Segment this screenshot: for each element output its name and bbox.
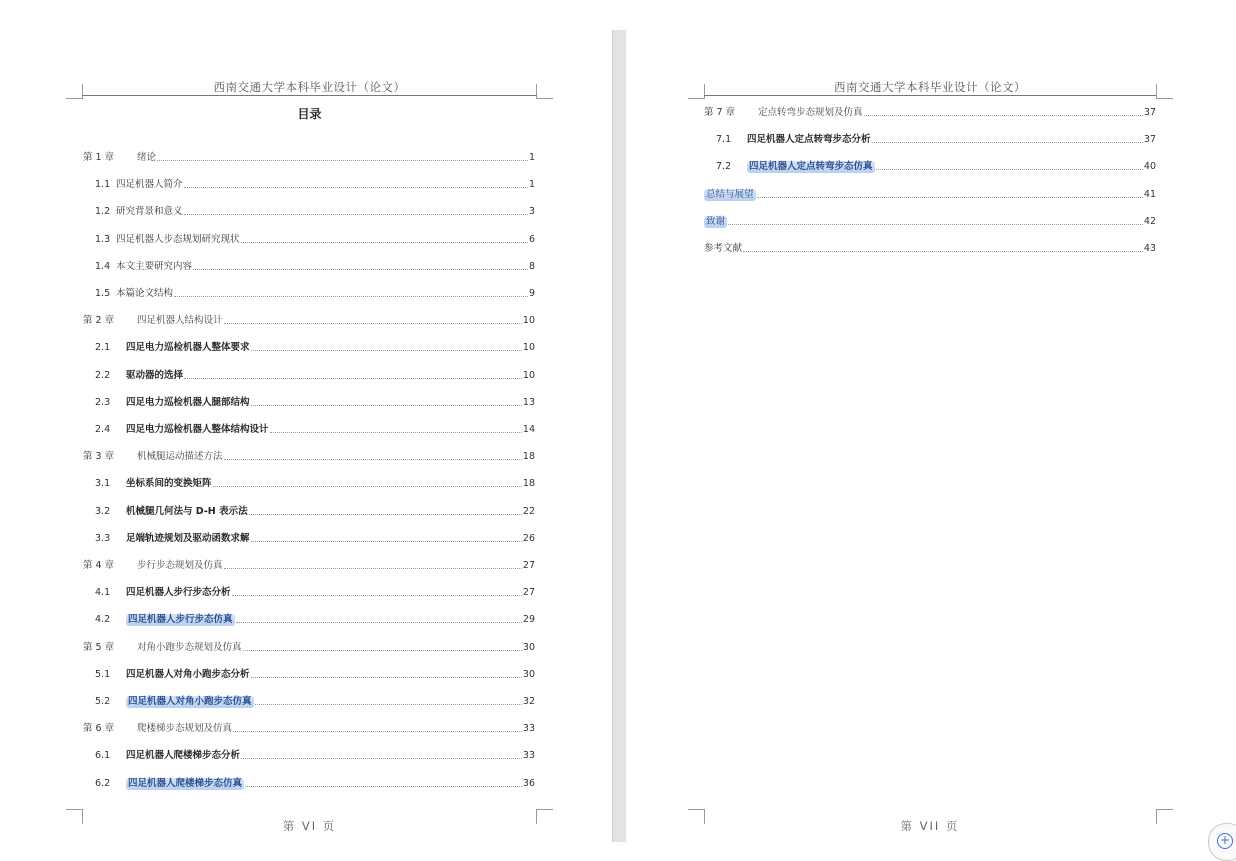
toc-entry-label: 四足机器人爬楼梯步态仿真 <box>128 777 243 789</box>
crop-mark <box>536 809 553 824</box>
toc-entry-number: 4.2 <box>95 614 111 626</box>
toc-entry-number: 3.1 <box>95 478 111 490</box>
toc-entry-number: 3.2 <box>95 505 111 517</box>
toc-entry[interactable] <box>83 558 535 572</box>
toc-entry-page-number: 13 <box>522 396 535 408</box>
toc-dot-leader <box>233 730 522 732</box>
toc-entry-page-number: 1 <box>528 179 535 191</box>
toc-entry-number: 第 2 章 <box>83 315 115 327</box>
toc-entry-page-number: 37 <box>1143 134 1156 146</box>
toc-entry[interactable] <box>704 214 1156 228</box>
toc-dot-leader <box>876 168 1143 170</box>
toc-entry-label: 参考文献 <box>704 243 743 254</box>
toc-title: 目录 <box>297 107 322 121</box>
toc-entry-page-number: 27 <box>522 587 535 599</box>
toc-entry-number: 2.2 <box>95 369 111 381</box>
toc-entry-page-number: 9 <box>528 288 535 299</box>
toc-entry-page-number: 40 <box>1143 161 1156 173</box>
toc-dot-leader <box>245 785 522 787</box>
toc-entry[interactable] <box>83 204 535 218</box>
toc-entry-page-number: 6 <box>528 233 535 245</box>
crop-mark <box>688 84 705 99</box>
toc-dot-leader <box>241 757 522 759</box>
toc-entry-number: 4.1 <box>95 587 111 599</box>
toc-entry-page-number: 1 <box>528 152 535 163</box>
toc-entry-page-number: 41 <box>1143 188 1156 200</box>
toc-entry-label: 足端轨迹规划及驱动函数求解 <box>126 532 250 544</box>
toc-entry[interactable] <box>83 531 535 545</box>
toc-dot-leader <box>184 213 528 215</box>
toc-entry[interactable] <box>83 694 535 708</box>
toc-entry[interactable] <box>704 132 1156 146</box>
toc-dot-leader <box>728 223 1143 225</box>
toc-entry-label: 四足电力巡检机器人整体结构设计 <box>126 424 269 435</box>
toc-entry-page-number: 18 <box>522 478 535 490</box>
toc-dot-leader <box>872 141 1143 143</box>
toc-entry-label: 定点转弯步态规划及仿真 <box>758 107 863 118</box>
crop-mark <box>66 809 83 824</box>
toc-entry-label: 本文主要研究内容 <box>116 260 193 272</box>
toc-entry-page-number: 29 <box>522 614 535 626</box>
toc-entry-page-number: 27 <box>522 560 535 571</box>
toc-dot-leader <box>157 159 528 161</box>
toc-entry-page-number: 18 <box>522 451 535 463</box>
toc-entry-label: 四足机器人对角小跑步态仿真 <box>128 696 252 707</box>
toc-entry[interactable] <box>83 177 535 191</box>
page-footer: 第 VI 页 <box>282 819 337 833</box>
toc-entry-label: 四足机器人爬楼梯步态分析 <box>126 750 241 762</box>
crop-mark <box>1156 84 1173 99</box>
toc-entry[interactable] <box>83 476 535 490</box>
toc-entry[interactable] <box>83 232 535 246</box>
toc-entry-number: 5.1 <box>95 668 111 680</box>
toc-entry-number: 第 5 章 <box>83 641 115 653</box>
toc-entry-number: 3.3 <box>95 532 111 544</box>
toc-entry-page-number: 3 <box>528 206 535 218</box>
toc-entry[interactable] <box>83 504 535 518</box>
toc-entry-label: 四足机器人简介 <box>116 179 183 191</box>
toc-entry-label: 绪论 <box>137 152 157 163</box>
toc-dot-leader <box>249 513 522 515</box>
toc-entry[interactable] <box>83 368 535 382</box>
toc-entry[interactable] <box>83 667 535 681</box>
toc-entry-page-number: 10 <box>522 342 535 354</box>
toc-entry-label: 机械腿几何法与 D-H 表示法 <box>126 505 248 517</box>
toc-entry[interactable] <box>83 422 535 436</box>
toc-entry-page-number: 36 <box>522 777 535 789</box>
toc-entry-page-number: 43 <box>1143 243 1156 254</box>
toc-entry[interactable] <box>704 187 1156 201</box>
toc-dot-leader <box>743 250 1143 252</box>
toc-entry-page-number: 30 <box>522 668 535 680</box>
toc-entry-page-number: 32 <box>522 696 535 707</box>
toc-entry-page-number: 22 <box>522 505 535 517</box>
toc-dot-leader <box>757 196 1143 198</box>
toc-entry[interactable] <box>83 612 535 626</box>
toc-entry-label: 对角小跑步态规划及仿真 <box>137 641 242 653</box>
toc-entry-label: 四足机器人对角小跑步态分析 <box>126 668 250 680</box>
toc-entry[interactable] <box>83 640 535 654</box>
toc-entry-page-number: 33 <box>522 723 535 735</box>
toc-dot-leader <box>184 186 528 188</box>
crop-mark <box>1156 809 1173 824</box>
toc-entry-number: 1.5 <box>95 288 111 299</box>
toc-entry-page-number: 33 <box>522 750 535 762</box>
toc-dot-leader <box>255 703 522 705</box>
header-rule <box>704 95 1156 96</box>
toc-entry[interactable] <box>83 748 535 762</box>
toc-entry-label: 驱动器的选择 <box>126 369 184 381</box>
toc-entry-number: 2.1 <box>95 342 111 354</box>
document-page-vii <box>626 0 1236 856</box>
toc-entry-number: 第 3 章 <box>83 451 115 463</box>
toc-entry-number: 6.2 <box>95 777 111 789</box>
toc-dot-leader <box>864 114 1143 116</box>
toc-dot-leader <box>241 241 528 243</box>
toc-entry-label: 四足电力巡检机器人整体要求 <box>126 342 250 354</box>
toc-dot-leader <box>213 485 522 487</box>
crop-mark <box>688 809 705 824</box>
toc-entry[interactable] <box>83 259 535 273</box>
toc-entry[interactable] <box>83 313 535 327</box>
crop-mark <box>536 84 553 99</box>
toc-entry-label: 四足机器人步态规划研究现状 <box>116 233 240 245</box>
toc-entry-page-number: 30 <box>522 641 535 653</box>
page-footer: 第 VII 页 <box>900 819 960 833</box>
toc-entry[interactable] <box>704 105 1156 119</box>
toc-entry-page-number: 37 <box>1143 107 1156 118</box>
toc-entry[interactable] <box>83 721 535 735</box>
toc-entry[interactable] <box>704 159 1156 173</box>
toc-dot-leader <box>224 567 522 569</box>
toc-entry[interactable] <box>83 776 535 790</box>
toc-entry-label: 机械腿运动描述方法 <box>137 451 223 463</box>
toc-dot-leader <box>224 322 522 324</box>
toc-entry-number: 第 1 章 <box>83 152 115 163</box>
toc-entry-label: 四足机器人结构设计 <box>137 315 223 327</box>
toc-entry-number: 6.1 <box>95 750 111 762</box>
toc-entry-label: 总结与展望 <box>706 188 754 200</box>
toc-entry-label: 四足电力巡检机器人腿部结构 <box>126 396 250 408</box>
toc-entry-label: 四足机器人定点转弯步态分析 <box>747 134 871 146</box>
crop-mark <box>66 84 83 99</box>
toc-dot-leader <box>251 404 522 406</box>
toc-entry-page-number: 26 <box>522 532 535 544</box>
toc-dot-leader <box>224 458 522 460</box>
toc-entry[interactable] <box>83 286 535 300</box>
toc-entry[interactable] <box>83 449 535 463</box>
document-page-vi <box>0 0 612 856</box>
toc-entry-number: 7.2 <box>716 161 732 173</box>
toc-entry-page-number: 8 <box>528 260 535 272</box>
zoom-in-button[interactable] <box>1208 823 1236 861</box>
toc-entry-label: 爬楼梯步态规划及仿真 <box>137 723 233 735</box>
toc-entry-number: 1.1 <box>95 179 111 191</box>
toc-dot-leader <box>174 295 528 297</box>
toc-entry-label: 四足机器人定点转弯步态仿真 <box>749 161 873 173</box>
toc-dot-leader <box>251 676 522 678</box>
toc-dot-leader <box>243 649 522 651</box>
toc-dot-leader <box>236 621 522 623</box>
toc-dot-leader <box>193 268 528 270</box>
toc-entry-page-number: 10 <box>522 369 535 381</box>
toc-entry-page-number: 42 <box>1143 215 1156 227</box>
toc-entry-label: 四足机器人步行步态分析 <box>126 587 231 599</box>
toc-entry[interactable] <box>83 340 535 354</box>
toc-entry-number: 1.2 <box>95 206 111 218</box>
toc-entry-number: 第 6 章 <box>83 723 115 735</box>
toc-entry[interactable] <box>83 585 535 599</box>
zoom-in-icon: + <box>1217 833 1233 849</box>
header-rule <box>82 95 537 96</box>
toc-dot-leader <box>232 594 522 596</box>
toc-entry-label: 研究背景和意义 <box>116 206 183 218</box>
toc-entry-number: 第 7 章 <box>704 107 736 118</box>
running-header: 西南交通大学本科毕业设计（论文） <box>213 80 406 94</box>
toc-entry-number: 第 4 章 <box>83 560 115 571</box>
toc-entry-number: 1.3 <box>95 233 111 245</box>
toc-entry-number: 1.4 <box>95 260 111 272</box>
toc-entry[interactable] <box>83 150 535 164</box>
toc-entry-number: 5.2 <box>95 696 111 707</box>
toc-entry-number: 7.1 <box>716 134 732 146</box>
toc-entry-label: 坐标系间的变换矩阵 <box>126 478 212 490</box>
running-header: 西南交通大学本科毕业设计（论文） <box>834 80 1026 94</box>
toc-entry-page-number: 10 <box>522 315 535 327</box>
toc-entry-page-number: 14 <box>522 424 535 435</box>
toc-entry-number: 2.3 <box>95 396 111 408</box>
toc-entry-label: 步行步态规划及仿真 <box>137 560 223 571</box>
toc-entry[interactable] <box>704 241 1156 255</box>
toc-entry-label: 致谢 <box>706 215 726 227</box>
toc-entry-label: 四足机器人步行步态仿真 <box>128 614 233 626</box>
toc-dot-leader <box>251 349 522 351</box>
toc-entry[interactable] <box>83 395 535 409</box>
toc-entry-number: 2.4 <box>95 424 111 435</box>
toc-dot-leader <box>184 377 522 379</box>
toc-entry-label: 本篇论文结构 <box>116 288 174 299</box>
toc-dot-leader <box>270 431 522 433</box>
toc-dot-leader <box>251 540 522 542</box>
